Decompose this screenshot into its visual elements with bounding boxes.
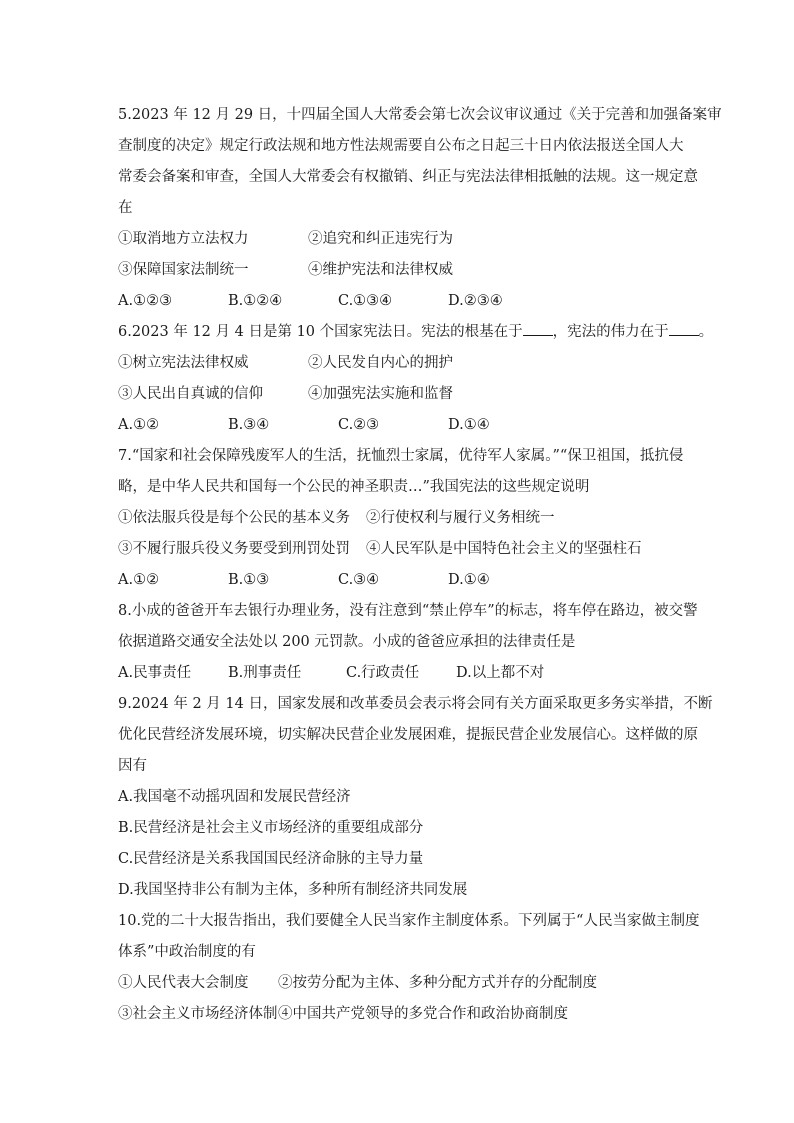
q7-statement-1: ①依法服兵役是每个公民的基本义务 <box>118 510 350 526</box>
q7-options-row <box>118 503 678 534</box>
q6-stem-line <box>118 317 714 348</box>
q5-choice-a: A.①②③ <box>118 293 173 309</box>
q9-stem-line: 因有 <box>118 758 147 774</box>
q5-statement-4: ④维护宪法和法律权威 <box>308 262 453 278</box>
q7-statement-3: ③不履行服兵役义务要受到刑罚处罚 <box>118 541 350 557</box>
q9-choice-d: D.我国坚持非公有制为主体，多种所有制经济共同发展 <box>118 882 468 898</box>
q9-choice-c: C.民营经济是关系我国国民经济命脉的主导力量 <box>118 851 424 867</box>
q6-options-row <box>118 348 678 379</box>
q5-choice-c: C.①③④ <box>338 293 393 309</box>
q6-stem-mid: ，宪法的伟力在于 <box>552 324 669 340</box>
q7-choices-row <box>118 565 678 596</box>
q10-options-row <box>118 999 678 1030</box>
q6-options-row <box>118 379 678 410</box>
q10-options-row <box>118 968 678 999</box>
q5-stem-line: 在 <box>118 200 133 216</box>
q8-stem-line: 依据道路交通安全法处以 200 元罚款。小成的爸爸应承担的法律责任是 <box>118 634 576 650</box>
question-7 <box>118 441 684 596</box>
q8-choices-row <box>118 658 678 689</box>
question-8 <box>118 596 698 689</box>
q10-stem-line: 10.党的二十大报告指出，我们要健全人民当家作主制度体系。下列属于“人民当家做主制度 <box>118 913 700 929</box>
question-9 <box>118 689 713 906</box>
q7-choice-b: B.①③ <box>228 572 270 588</box>
q6-stem-pre: 6.2023 年 12 月 4 日是第 10 个国家宪法日。宪法的根基在于 <box>118 324 523 340</box>
q6-choice-b: B.③④ <box>228 417 270 433</box>
q5-stem-line: 常委会备案和审查，全国人大常委会有权撤销、纠正与宪法法律相抵触的法规。这一规定意 <box>118 169 698 185</box>
q7-statement-2: ②行使权利与履行义务相统一 <box>366 510 555 526</box>
q6-choices-row <box>118 410 678 441</box>
q8-stem-line: 8.小成的爸爸开车去银行办理业务，没有注意到“禁止停车”的标志，将车停在路边，被交警 <box>118 603 698 619</box>
question-5 <box>118 100 722 317</box>
q6-statement-3: ③人民出自真诚的信仰 <box>118 386 263 402</box>
q7-statement-4: ④人民军队是中国特色社会主义的坚强柱石 <box>366 541 642 557</box>
q6-choice-a: A.①② <box>118 417 160 433</box>
q7-choice-c: C.③④ <box>338 572 380 588</box>
q10-statement-1: ①人民代表大会制度 <box>118 975 249 991</box>
q5-statement-2: ②追究和纠正违宪行为 <box>308 231 453 247</box>
q10-stem-line: 体系”中政治制度的有 <box>118 944 256 960</box>
q6-statement-2: ②人民发自内心的拥护 <box>308 355 453 371</box>
q6-choice-c: C.②③ <box>338 417 380 433</box>
q10-statement-4: ④中国共产党领导的多党合作和政治协商制度 <box>278 1006 568 1022</box>
q7-stem-line: 7.“国家和社会保障残废军人的生活，抚恤烈士家属，优待军人家属。”“保卫祖国，抵抗侵 <box>118 448 684 464</box>
q7-stem-line: 略，是中华人民共和国每一个公民的神圣职责…”我国宪法的这些规定说明 <box>118 479 590 495</box>
q5-choices-row <box>118 286 678 317</box>
q6-statement-4: ④加强宪法实施和监督 <box>308 386 453 402</box>
q6-choice-d: D.①④ <box>448 417 490 433</box>
q5-statement-1: ①取消地方立法权力 <box>118 231 249 247</box>
q10-statement-2: ②按劳分配为主体、多种分配方式并存的分配制度 <box>278 975 597 991</box>
question-6 <box>118 317 714 441</box>
q6-statement-1: ①树立宪法法律权威 <box>118 355 249 371</box>
q7-choice-d: D.①④ <box>448 572 490 588</box>
q8-choice-b: B.刑事责任 <box>228 665 302 681</box>
q9-stem-line: 优化民营经济发展环境，切实解决民营企业发展困难，提振民营企业发展信心。这样做的原 <box>118 727 698 743</box>
q9-stem-line: 9.2024 年 2 月 14 日，国家发展和改革委员会表示将会同有关方面采取更多务实举措，不断 <box>118 696 713 712</box>
q10-statement-3: ③社会主义市场经济体制 <box>118 1006 278 1022</box>
q7-options-row <box>118 534 678 565</box>
q5-options-row <box>118 224 678 255</box>
q8-choice-d: D.以上都不对 <box>456 665 545 681</box>
q9-choice-b: B.民营经济是社会主义市场经济的重要组成部分 <box>118 820 424 836</box>
q5-choice-d: D.②③④ <box>448 293 503 309</box>
q5-stem-line: 5.2023 年 12 月 29 日，十四届全国人大常委会第七次会议审议通过《关于完善和加强备案审 <box>118 107 722 123</box>
question-10 <box>118 906 700 1030</box>
q5-choice-b: B.①②④ <box>228 293 283 309</box>
q7-choice-a: A.①② <box>118 572 160 588</box>
q5-stem-line: 查制度的决定》规定行政法规和地方性法规需要自公布之日起三十日内依法报送全国人大 <box>118 138 684 154</box>
q6-stem-end: 。 <box>698 324 714 340</box>
q5-options-row <box>118 255 678 286</box>
q9-choice-a: A.我国毫不动摇巩固和发展民营经济 <box>118 789 351 805</box>
q8-choice-a: A.民事责任 <box>118 665 192 681</box>
question-list <box>118 100 722 1030</box>
q8-choice-c: C.行政责任 <box>346 665 420 681</box>
q6-blank-1 <box>523 321 553 336</box>
q5-statement-3: ③保障国家法制统一 <box>118 262 249 278</box>
q6-blank-2 <box>669 321 699 336</box>
